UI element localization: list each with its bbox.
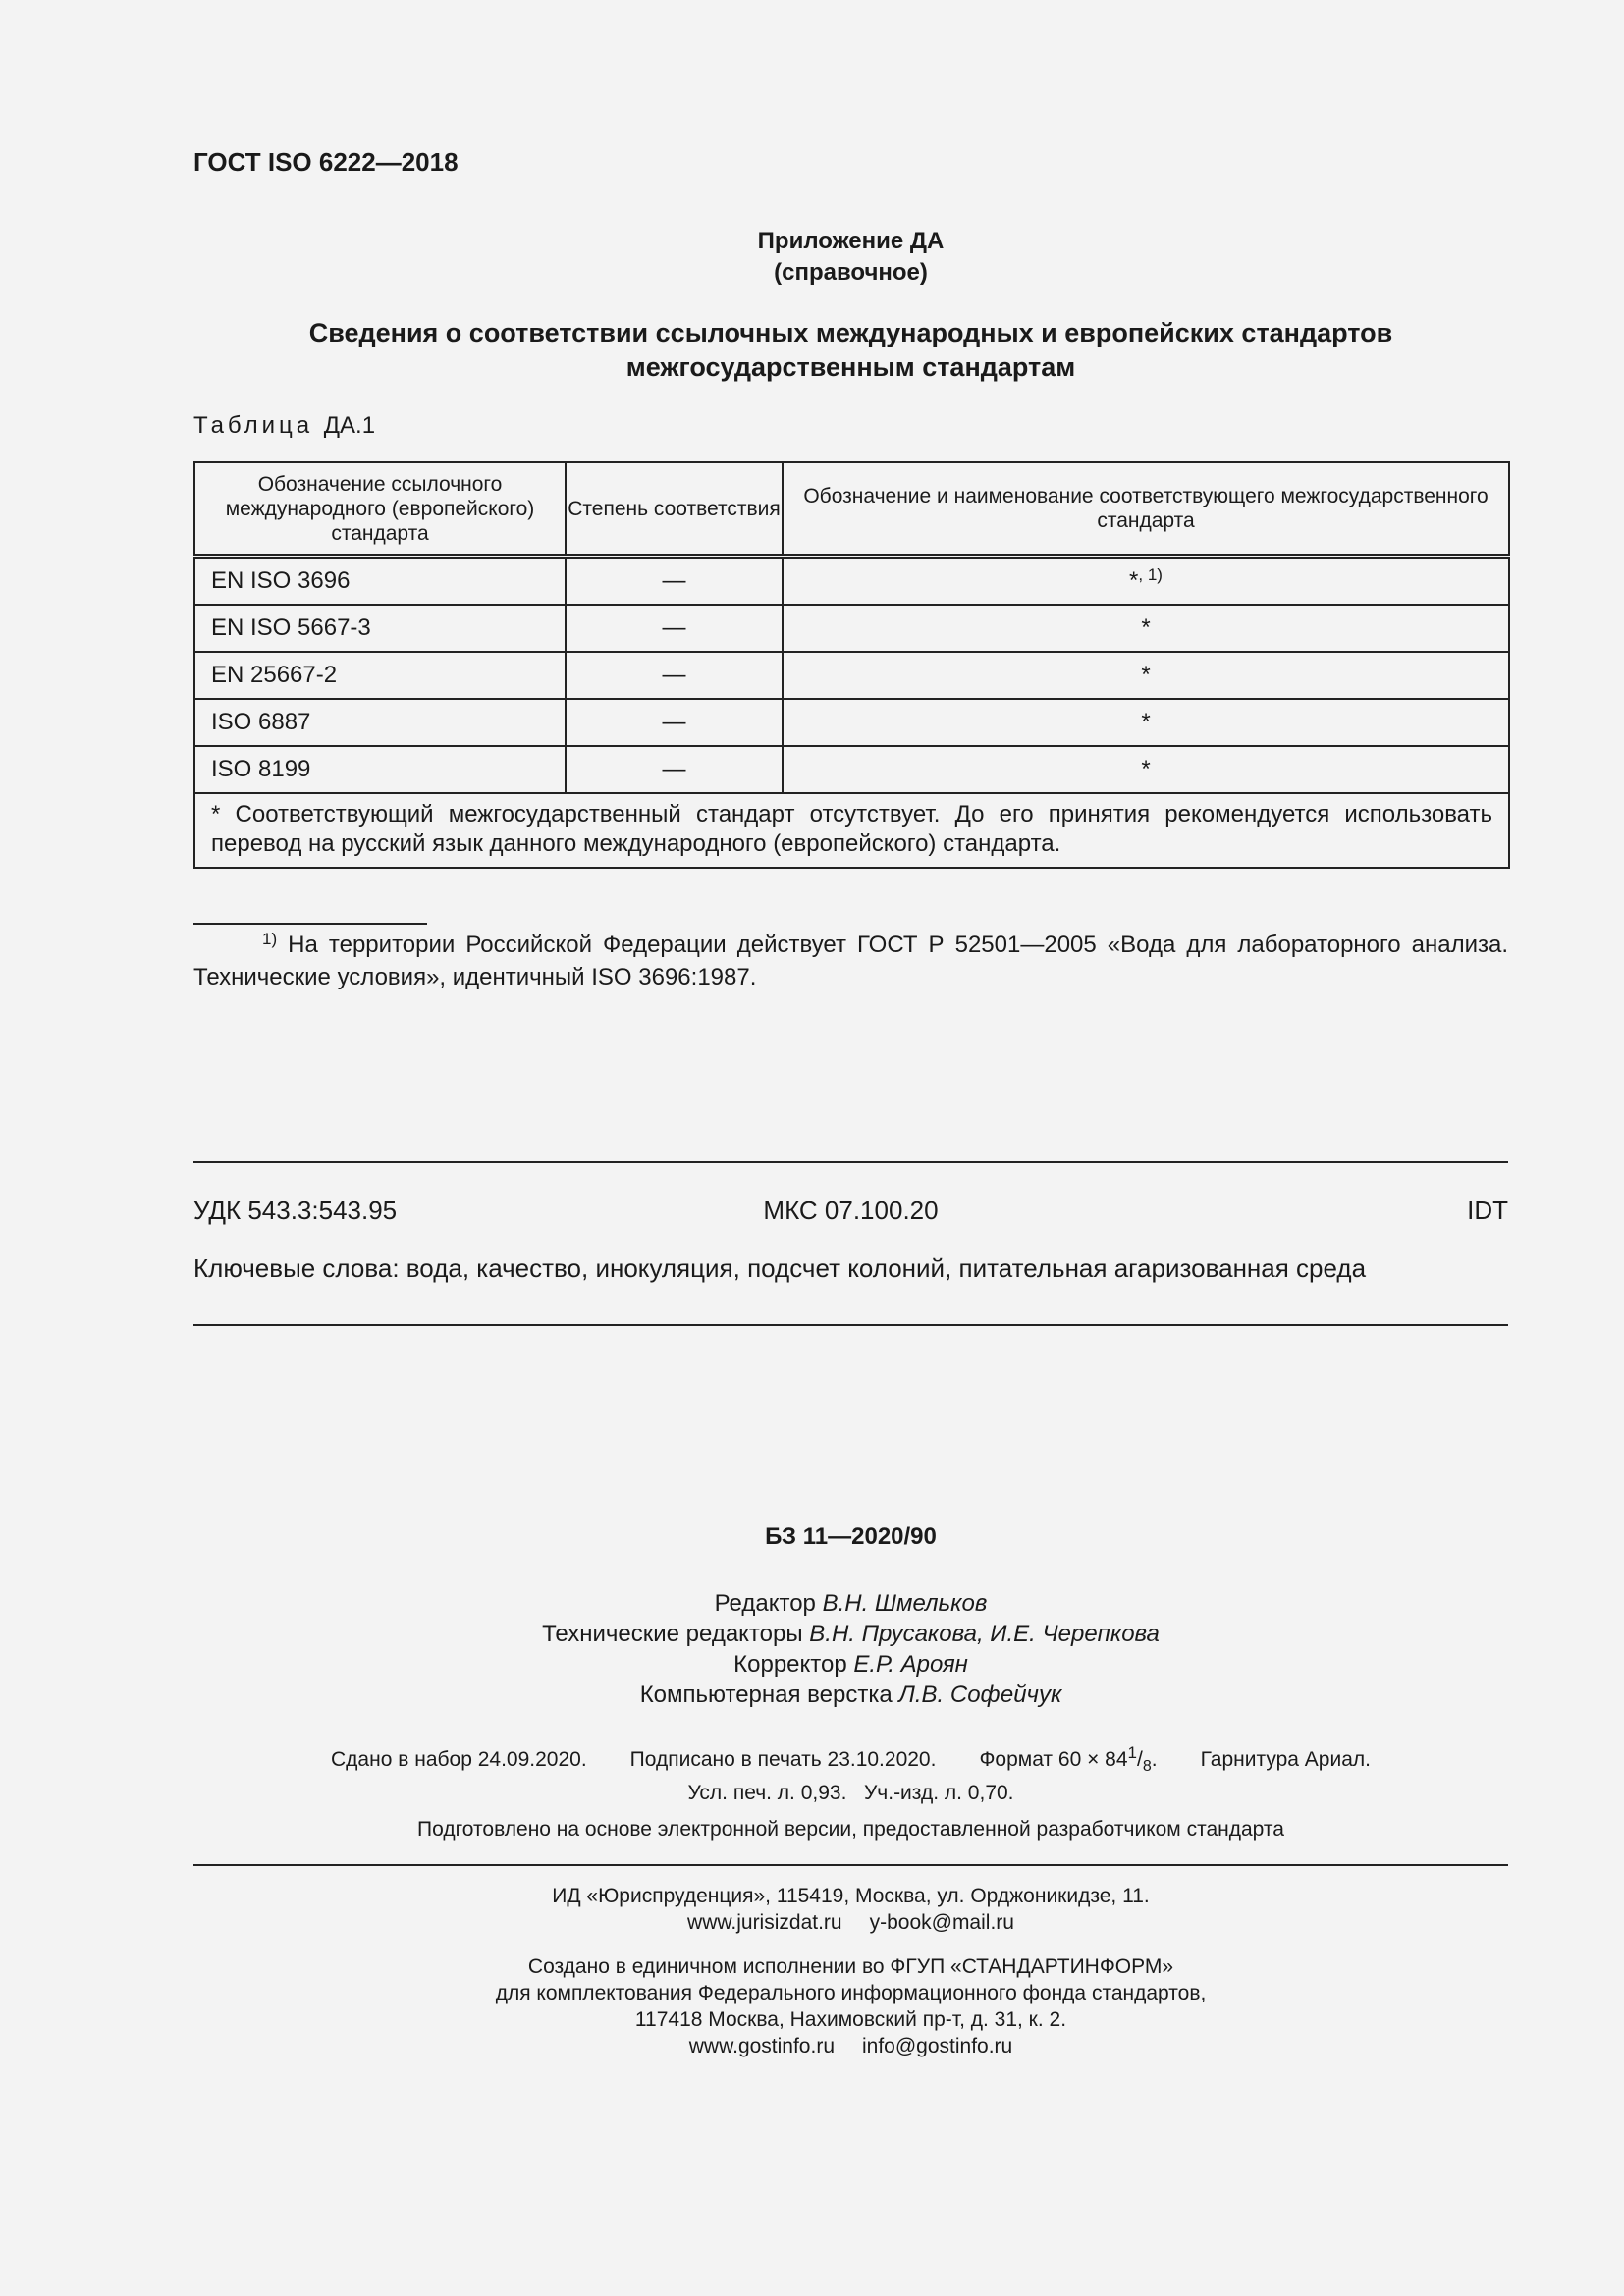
credit-role: Компьютерная верстка [639, 1682, 893, 1708]
publication-details [193, 1743, 1508, 1806]
standards-table [193, 461, 1510, 869]
table-caption-word: Таблица [193, 412, 314, 439]
divider-bottom [193, 1324, 1508, 1326]
keywords: Ключевые слова: вода, качество, инокуляция, подсчет колоний, питательная агаризованная среда [193, 1254, 1367, 1283]
appendix-subtitle: (справочное) [774, 259, 928, 286]
prepared-note: Подготовлено на основе электронной версии, предоставленной разработчиком стандарта [417, 1818, 1284, 1841]
appendix-title-block [193, 226, 1508, 289]
header-degree: Степень соответствия [566, 462, 783, 557]
credit-name: В.Н. Шмельков [822, 1590, 988, 1617]
credit-editor [193, 1588, 1508, 1619]
udk-code: УДК 543.3:543.95 [193, 1196, 398, 1225]
footnote-reference: , 1) [1138, 565, 1163, 584]
cell-equivalent: * [783, 652, 1509, 699]
divider-top [193, 1161, 1508, 1163]
publisher-address: ИД «Юриспруденция», 115419, Москва, ул. Орджоникидзе, 11. [552, 1885, 1150, 1907]
cell-standard: ISO 6887 [194, 699, 566, 746]
cell-standard: EN 25667-2 [194, 652, 566, 699]
print-sheets: Усл. печ. л. 0,93. [687, 1782, 847, 1805]
table-header-row [194, 462, 1509, 557]
credit-name: Е.Р. Ароян [853, 1651, 968, 1678]
cell-standard: EN ISO 5667-3 [194, 605, 566, 652]
idt-mark: IDT [1467, 1196, 1508, 1225]
footnote [193, 929, 1508, 993]
format-slash: / [1137, 1748, 1143, 1771]
publication-line2 [193, 1780, 1508, 1806]
table-caption [193, 412, 375, 440]
format-suffix: . [1151, 1748, 1158, 1771]
credit-role: Корректор [733, 1651, 847, 1678]
footnote-text: На территории Российской Федерации действует ГОСТ Р 52501—2005 «Вода для лабораторного анализа. Технические условия», идентичный ISO 3696:1987. [193, 932, 1509, 990]
credit-tech-editors [193, 1619, 1508, 1649]
publisher-contacts [193, 1909, 1508, 1936]
publisher-website: www.jurisizdat.ru [687, 1911, 842, 1934]
footnote-divider [193, 923, 427, 925]
cell-standard: ISO 8199 [194, 746, 566, 793]
format-prefix: Формат 60 × 84 [979, 1748, 1128, 1771]
cell-equivalent [783, 557, 1509, 606]
producer-email: info@gostinfo.ru [862, 2035, 1013, 2057]
document-id: ГОСТ ISO 6222—2018 [193, 147, 459, 177]
credits-block [193, 1588, 1508, 1710]
appendix-heading-line2: межгосударственным стандартам [625, 352, 1076, 382]
credit-name: В.Н. Прусакова, И.Е. Черепкова [809, 1621, 1160, 1647]
table-row [194, 699, 1509, 746]
producer-block [193, 1953, 1508, 2059]
producer-website: www.gostinfo.ru [688, 2035, 835, 2057]
producer-line3: 117418 Москва, Нахимовский пр-т, д. 31, к. 2. [634, 2008, 1067, 2031]
divider-imprint [193, 1864, 1508, 1866]
cell-degree: — [566, 557, 783, 606]
credit-role: Редактор [714, 1590, 816, 1617]
publisher-email: y-book@mail.ru [869, 1911, 1014, 1934]
bz-number: БЗ 11—2020/90 [765, 1523, 937, 1550]
mks-code: МКС 07.100.20 [763, 1196, 939, 1225]
header-reference-standard: Обозначение ссылочного международного (европейского) стандарта [194, 462, 566, 557]
table-row [194, 605, 1509, 652]
cell-equivalent: * [783, 746, 1509, 793]
cell-equivalent-mark: * [1129, 567, 1139, 594]
table-row [194, 746, 1509, 793]
publication-line1 [193, 1743, 1508, 1780]
cell-degree: — [566, 652, 783, 699]
table-row [194, 557, 1509, 606]
credit-role: Технические редакторы [542, 1621, 803, 1647]
publisher-sheets: Уч.-изд. л. 0,70. [863, 1782, 1014, 1805]
format-denominator: 8 [1142, 1758, 1152, 1776]
table-caption-number: ДА.1 [323, 412, 376, 439]
cell-equivalent: * [783, 699, 1509, 746]
table-row [194, 652, 1509, 699]
credit-name: Л.В. Софейчук [898, 1682, 1062, 1708]
table-note: * Соответствующий межгосударственный стандарт отсутствует. До его принятия рекомендуется использовать перевод на русский язык данного международного (европейского) стандарта. [194, 793, 1509, 868]
producer-contacts [193, 2033, 1508, 2059]
appendix-heading-line1: Сведения о соответствии ссылочных международных и европейских стандартов [308, 318, 1393, 347]
credit-layout [193, 1680, 1508, 1710]
cell-equivalent: * [783, 605, 1509, 652]
publisher-block [193, 1883, 1508, 1936]
paper-format [979, 1743, 1158, 1776]
typeface: Гарнитура Ариал. [1200, 1748, 1371, 1771]
cell-degree: — [566, 605, 783, 652]
cell-degree: — [566, 746, 783, 793]
producer-line2: для комплектования Федерального информационного фонда стандартов, [495, 1982, 1207, 2004]
signed-date: Подписано в печать 23.10.2020. [629, 1748, 937, 1771]
appendix-title: Приложение ДА [757, 228, 945, 254]
table-note-row [194, 793, 1509, 868]
typeset-date: Сдано в набор 24.09.2020. [331, 1748, 587, 1771]
cell-degree: — [566, 699, 783, 746]
footnote-mark: 1) [262, 930, 278, 948]
format-numerator: 1 [1127, 1743, 1138, 1762]
producer-line1: Создано в единичном исполнении во ФГУП «СТАНДАРТИНФОРМ» [527, 1955, 1174, 1978]
appendix-heading [193, 316, 1508, 385]
credit-corrector [193, 1649, 1508, 1680]
header-equivalent-standard: Обозначение и наименование соответствующего межгосударственного стандарта [783, 462, 1509, 557]
cell-standard: EN ISO 3696 [194, 557, 566, 606]
